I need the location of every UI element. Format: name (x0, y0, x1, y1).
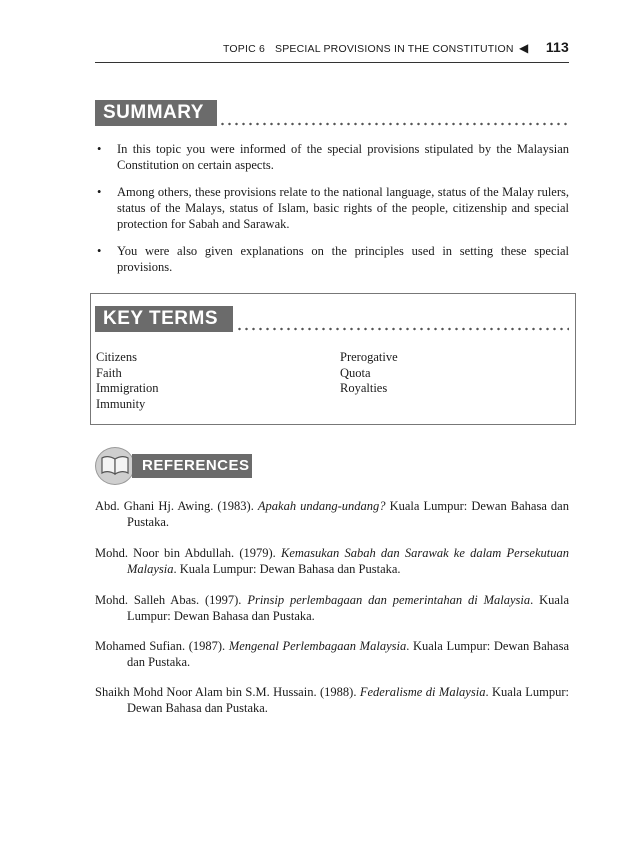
key-term: Immigration (96, 381, 159, 395)
open-book-icon (95, 447, 135, 485)
summary-list (95, 141, 569, 286)
list-item: • Among others, these provisions relate to the national language, status of the Malay rulers, status of the Malays, status of Islam, basic rights of the people, citizenship and special protection for Sabah and Sarawak. (97, 185, 569, 231)
reference-entry: Mohamed Sufian. (1987). Mengenal Perlembagaan Malaysia. Kuala Lumpur: Dewan Bahasa dan Pustaka. (95, 639, 569, 669)
key-term: Immunity (96, 396, 146, 411)
header-title: SPECIAL PROVISIONS IN THE CONSTITUTION (275, 43, 514, 55)
running-header (95, 40, 569, 63)
triangle-left-icon: ◀ (519, 41, 529, 55)
reference-entry: Abd. Ghani Hj. Awing. (1983). Apakah undang-undang? Kuala Lumpur: Dewan Bahasa dan Pustaka. (95, 499, 569, 529)
reference-entry: Mohd. Salleh Abas. (1997). Prinsip perlembagaan dan pemerintahan di Malaysia. Kuala Lumpur: Dewan Bahasa dan Pustaka. (95, 593, 569, 623)
header-topic: TOPIC 6 (223, 43, 266, 55)
key-term: Prerogative (340, 350, 398, 364)
list-item: • In this topic you were informed of the special provisions stipulated by the Malaysian Constitution on certain aspects. (97, 142, 569, 172)
reference-entry: Mohd. Noor bin Abdullah. (1979). Kemasukan Sabah dan Sarawak ke dalam Persekutuan Malaysia. Kuala Lumpur: Dewan Bahasa dan Pustaka. (95, 546, 569, 576)
key-term: Royalties (340, 381, 388, 395)
summary-dotted-rule (219, 122, 569, 126)
reference-entry: Shaikh Mohd Noor Alam bin S.M. Hussain. (1988). Federalisme di Malaysia. Kuala Lumpur: Dewan Bahasa dan Pustaka. (95, 685, 570, 715)
key-term: Quota (340, 365, 371, 380)
key-terms-heading: KEY TERMS (95, 306, 233, 332)
summary-heading: SUMMARY (95, 100, 217, 126)
references-heading: REFERENCES (132, 454, 252, 478)
page-number: 113 (545, 39, 569, 55)
key-term: Faith (96, 365, 122, 380)
key-terms-column-1 (96, 350, 159, 412)
key-terms-dotted-rule (236, 327, 569, 331)
key-terms-column-2 (340, 350, 398, 397)
key-term: Citizens (96, 350, 137, 364)
list-item: • You were also given explanations on the principles used in setting these special provisions. (97, 244, 569, 274)
